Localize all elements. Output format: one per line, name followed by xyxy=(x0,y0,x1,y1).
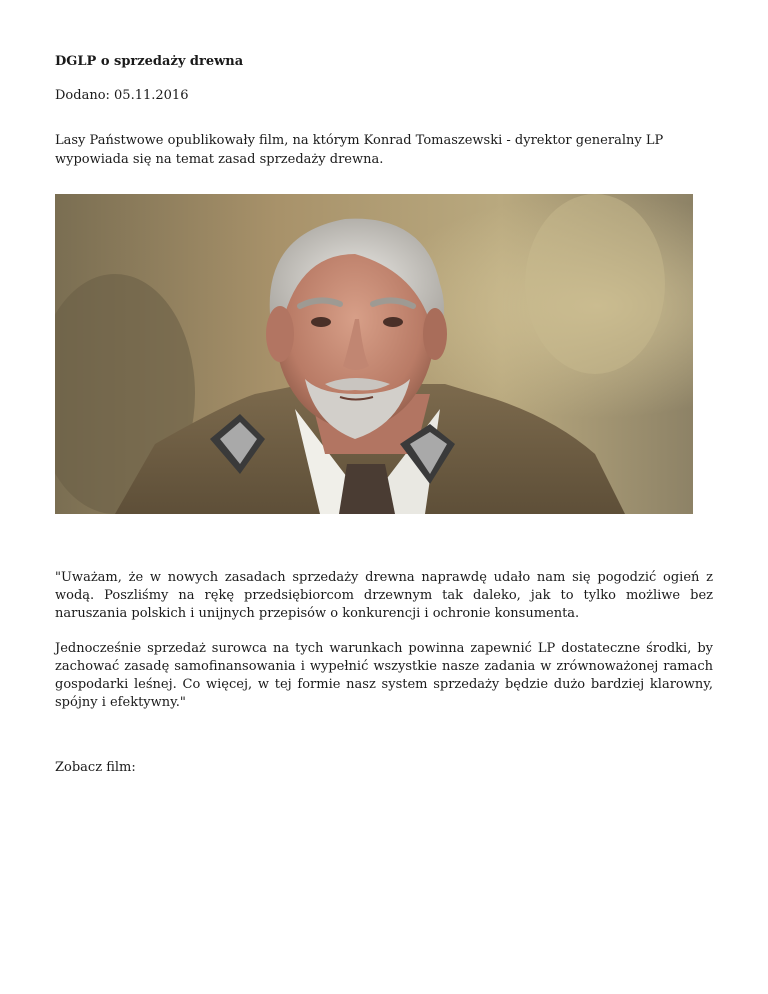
portrait-photo xyxy=(55,194,693,514)
portrait-illustration xyxy=(55,194,693,514)
article-intro: Lasy Państwowe opublikowały film, na którym Konrad Tomaszewski - dyrektor generalny LP wypowiada się na temat zasad sprzedaży drewna. xyxy=(55,133,664,167)
article-title: DGLP o sprzedaży drewna xyxy=(55,54,244,69)
quote-paragraph-1: "Uważam, że w nowych zasadach sprzedaży drewna naprawdę udało nam się pogodzić ogień z wodą. Poszliśmy na rękę przedsiębiorcom drzewnym tak daleko, jak to tylko możliwe bez naruszania polskich i unijnych przepisów o konkurencji i ochronie konsumenta. xyxy=(55,570,713,621)
quote-paragraph-2: Jednocześnie sprzedaż surowca na tych warunkach powinna zapewnić LP dostateczne środki, by zachować zasadę samofinansowania i wypełnić wszystkie nasze zadania w zrównoważonej ramach gospodarki leśnej. Co więcej, w tej formie nasz system sprzedaży będzie dużo bardziej klarowny, spójny i efektywny." xyxy=(55,641,713,710)
see-film-label: Zobacz film: xyxy=(55,760,136,775)
article-date: Dodano: 05.11.2016 xyxy=(55,88,189,103)
